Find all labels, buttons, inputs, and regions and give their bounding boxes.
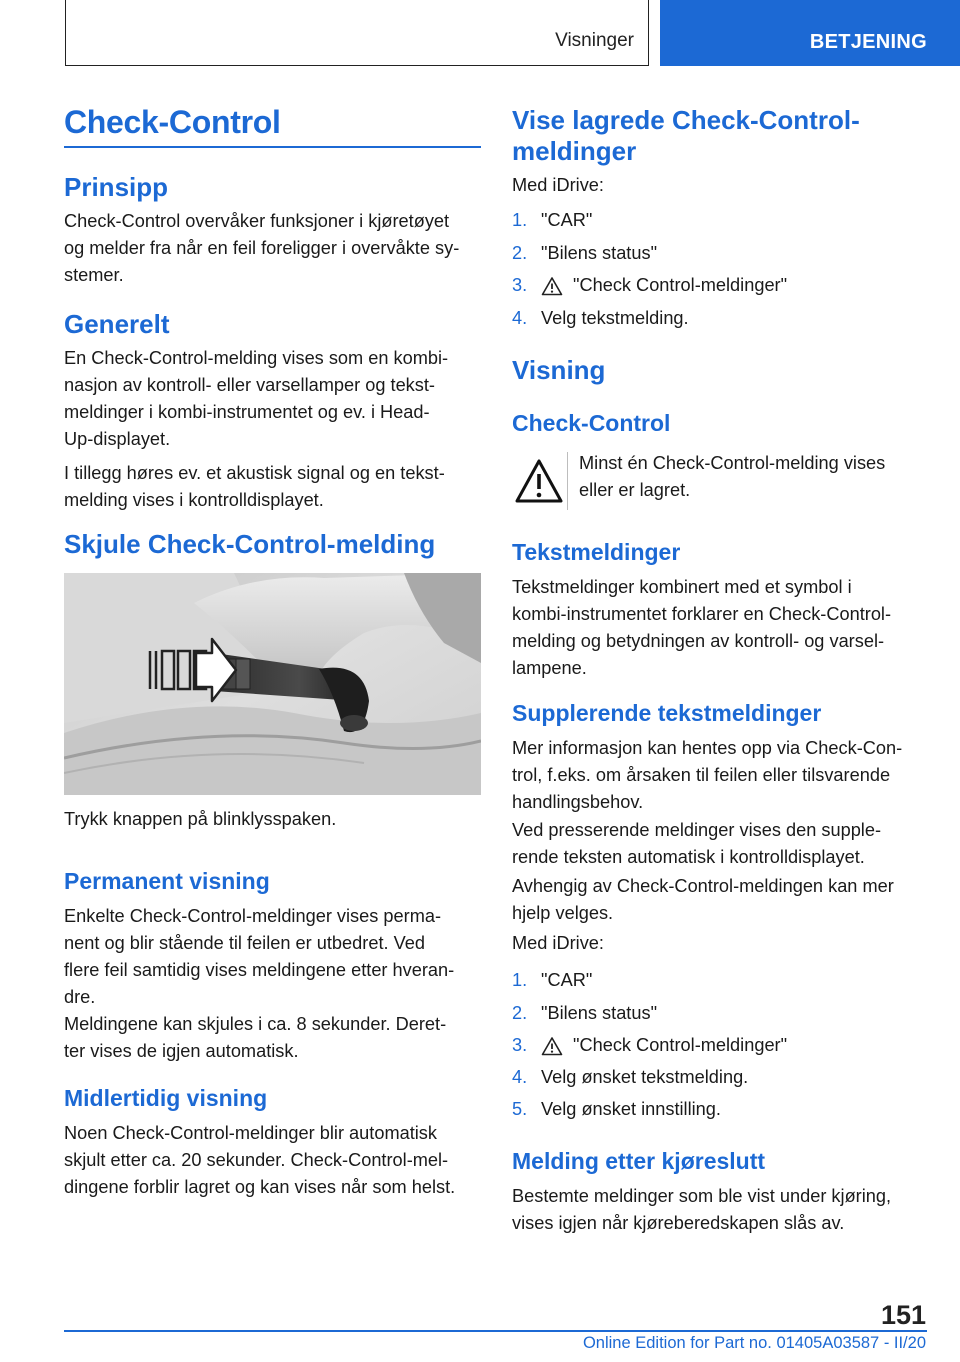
list-item-number: 3. [512,275,528,295]
supplementary-text-3: Avhengig av Check-Control-meldingen kan mer hjelp velges. [512,876,894,923]
list-item-text: Velg tekstmelding. [541,308,689,328]
permanent-heading: Permanent visning [64,868,270,894]
list-item-number: 1. [512,970,528,990]
warning-symbol-box [512,452,568,510]
header-chapter-tab [660,0,960,66]
supplementary-text-1: Mer informasjon kan hentes opp via Check-Con- trol, f.eks. om årsaken til feilen eller tilsvarende handlingsbehov. [512,738,903,812]
text-messages-text: Tekstmeldinger kombinert med et symbol i kombi-instrumentet forklarer en Check-Control- melding og betydningen av kontroll- og varsel- lampene. [512,577,892,678]
list-item-number: 5. [512,1099,528,1119]
warning-triangle-icon [541,1036,563,1061]
check-control-subheading: Check-Control [512,410,671,436]
footer-rule [64,1330,927,1332]
list-item-number: 2. [512,243,528,263]
header-chapter-title: BETJENING [809,31,927,53]
page-title: Check-Control [64,104,281,140]
edition-footer: Online Edition for Part no. 01405A03587 - II/20 [582,1334,926,1352]
page-number: 151 [880,1300,926,1330]
permanent-text-1: Enkelte Check-Control-meldinger vises perma- nent og blir stående til feilen er utbedret. Ved flere feil samtidig vises meldingene etter hveran- dre. [64,906,455,1007]
general-text-1: En Check-Control-melding vises som en kombi- nasjon av kontroll- eller varsellamper og tekst- meldinger i kombi-instrumentet og ev. i Head- Up-displayet. [64,348,449,449]
list-item-text: "Bilens status" [541,1003,658,1023]
supplementary-intro: Med iDrive: [512,933,604,953]
supplementary-heading: Supplerende tekstmeldinger [512,700,822,726]
title-rule [64,146,481,148]
stored-intro: Med iDrive: [512,175,604,195]
header-section-title: Visninger [555,30,634,51]
supplementary-text-2: Ved presserende meldinger vises den supple- rende teksten automatisk i kontrolldisplayet. [512,820,882,867]
warning-triangle-icon [541,276,563,301]
list-item-text: "CAR" [541,970,593,990]
check-control-description: Minst én Check-Control-melding vises eller er lagret. [579,453,886,500]
after-drive-heading: Melding etter kjøreslutt [512,1148,766,1174]
principle-text: Check-Control overvåker funksjoner i kjøretøyet og melder fra når en feil foreligger i overvåkte sy- stemer. [64,211,460,285]
temporary-heading: Midlertidig visning [64,1085,268,1111]
list-item-number: 3. [512,1035,528,1055]
permanent-text-2: Meldingene kan skjules i ca. 8 sekunder. Deret- ter vises de igjen automatisk. [64,1014,447,1061]
list-item-text: Velg ønsket tekstmelding. [541,1067,749,1087]
list-item-text: "Check Control-meldinger" [573,1035,788,1055]
hide-heading: Skjule Check-Control-melding [64,529,436,559]
general-heading: Generelt [64,309,170,339]
stored-heading: Vise lagrede Check-Control- meldinger [512,105,860,166]
display-heading: Visning [512,355,606,385]
after-drive-text: Bestemte meldinger som ble vist under kjøring, vises igjen når kjøreberedskapen slås av. [512,1186,892,1233]
list-item-number: 4. [512,308,528,328]
text-messages-heading: Tekstmeldinger [512,539,681,565]
principle-heading: Prinsipp [64,172,169,202]
general-text-2: I tillegg høres ev. et akustisk signal og en tekst- melding vises i kontrolldisplayet. [64,463,445,510]
warning-triangle-icon [514,458,564,509]
temporary-text: Noen Check-Control-meldinger blir automatisk skjult etter ca. 20 sekunder. Check-Control-mel- dingene forblir lagret og kan vises når som helst. [64,1123,456,1197]
header-section-box [65,0,649,66]
list-item-number: 2. [512,1003,528,1023]
hide-caption: Trykk knappen på blinklysspaken. [64,809,337,829]
list-item-text: "Bilens status" [541,243,658,263]
list-item-text: "Check Control-meldinger" [573,275,788,295]
list-item-number: 1. [512,210,528,230]
turn-signal-lever-illustration [64,573,481,795]
list-item-text: Velg ønsket innstilling. [541,1099,721,1119]
list-item-text: "CAR" [541,210,593,230]
list-item-number: 4. [512,1067,528,1087]
